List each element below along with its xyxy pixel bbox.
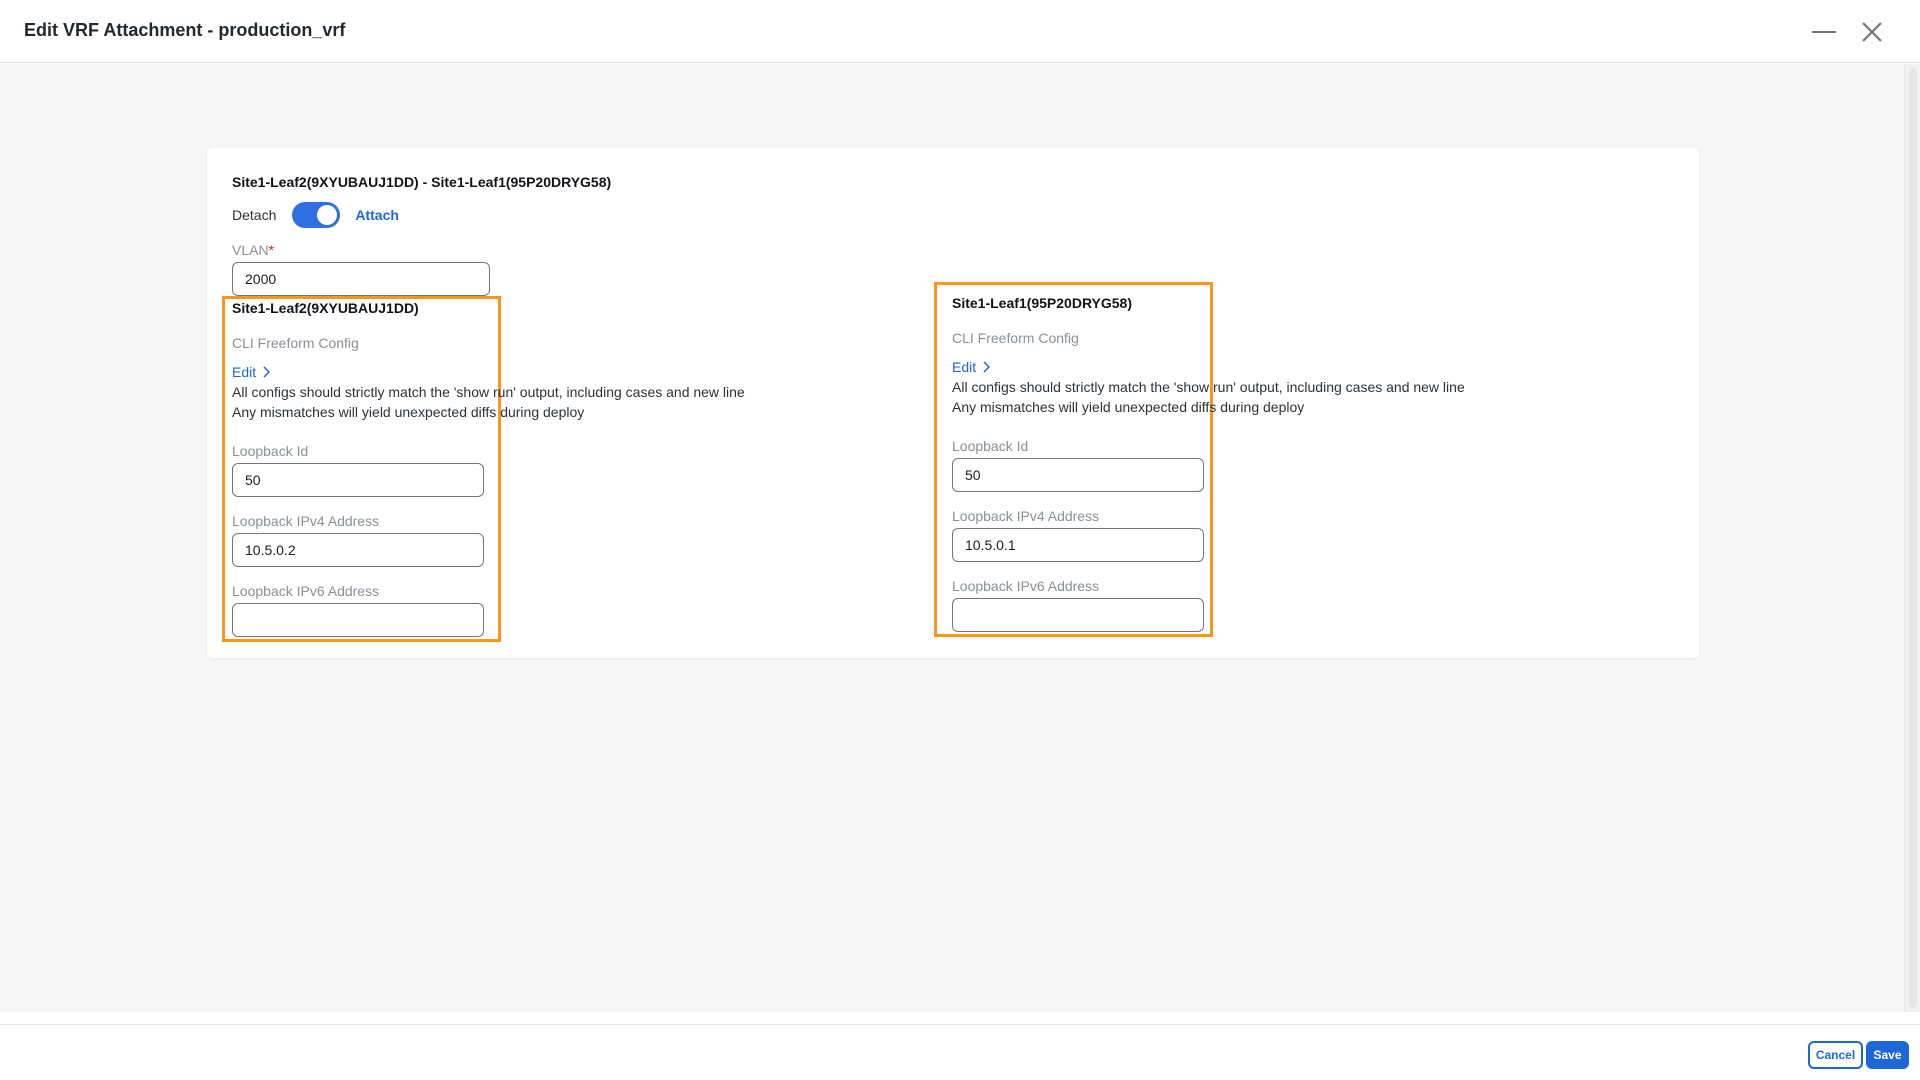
attach-label[interactable]: Attach xyxy=(355,207,399,223)
panel-leaf1 xyxy=(952,295,1672,635)
panel-title: Site1-Leaf1(95P20DRYG58) xyxy=(952,295,1133,311)
config-note-line2: Any mismatches will yield unexpected diffs during deploy xyxy=(952,399,1305,415)
chevron-right-icon xyxy=(982,361,990,373)
loopback-ipv6-input[interactable] xyxy=(232,603,484,637)
loopback-ipv6-label: Loopback IPv6 Address xyxy=(952,578,1100,594)
attach-toggle[interactable] xyxy=(292,202,340,228)
save-button[interactable]: Save xyxy=(1866,1041,1909,1069)
panel-leaf2 xyxy=(232,300,932,640)
loopback-ipv4-label: Loopback IPv4 Address xyxy=(952,508,1100,524)
detach-label: Detach xyxy=(232,207,277,223)
config-note-line1: All configs should strictly match the 'show run' output, including cases and new line xyxy=(952,379,1465,395)
modal-footer xyxy=(0,1024,1920,1080)
cli-freeform-label: CLI Freeform Config xyxy=(952,330,1079,346)
loopback-id-label: Loopback Id xyxy=(952,438,1029,454)
cli-freeform-label: CLI Freeform Config xyxy=(232,335,359,351)
loopback-ipv4-input[interactable] xyxy=(232,533,484,567)
modal-title: Edit VRF Attachment - production_vrf xyxy=(24,20,346,40)
close-icon[interactable] xyxy=(1858,18,1886,46)
toggle-knob xyxy=(317,205,337,225)
chevron-right-icon xyxy=(262,366,270,378)
cancel-button[interactable]: Cancel xyxy=(1808,1041,1863,1069)
edit-label: Edit xyxy=(952,359,977,375)
loopback-ipv4-label: Loopback IPv4 Address xyxy=(232,513,380,529)
vlan-label-text: VLAN xyxy=(232,242,269,258)
attach-toggle-row xyxy=(232,200,399,230)
loopback-ipv6-label: Loopback IPv6 Address xyxy=(232,583,380,599)
loopback-id-label: Loopback Id xyxy=(232,443,309,459)
card-title: Site1-Leaf2(9XYUBAUJ1DD) - Site1-Leaf1(95P20DRYG58) xyxy=(232,174,612,190)
edit-cli-link[interactable] xyxy=(952,359,990,375)
config-note-line2: Any mismatches will yield unexpected diffs during deploy xyxy=(232,404,585,420)
loopback-ipv4-input[interactable] xyxy=(952,528,1204,562)
minimize-icon[interactable] xyxy=(1810,18,1838,46)
edit-label: Edit xyxy=(232,364,257,380)
loopback-id-input[interactable] xyxy=(232,463,484,497)
loopback-ipv6-input[interactable] xyxy=(952,598,1204,632)
panel-title: Site1-Leaf2(9XYUBAUJ1DD) xyxy=(232,300,419,316)
loopback-id-input[interactable] xyxy=(952,458,1204,492)
vertical-scrollbar[interactable] xyxy=(1904,64,1920,1012)
vlan-label xyxy=(232,242,274,258)
edit-cli-link[interactable] xyxy=(232,364,270,380)
required-mark: * xyxy=(268,242,275,258)
vlan-input[interactable] xyxy=(232,262,490,296)
modal-header xyxy=(0,0,1920,63)
attachment-card xyxy=(207,148,1699,658)
scrollbar-thumb[interactable] xyxy=(1909,68,1917,1008)
modal-body xyxy=(0,64,1904,1012)
config-note-line1: All configs should strictly match the 'show run' output, including cases and new line xyxy=(232,384,745,400)
